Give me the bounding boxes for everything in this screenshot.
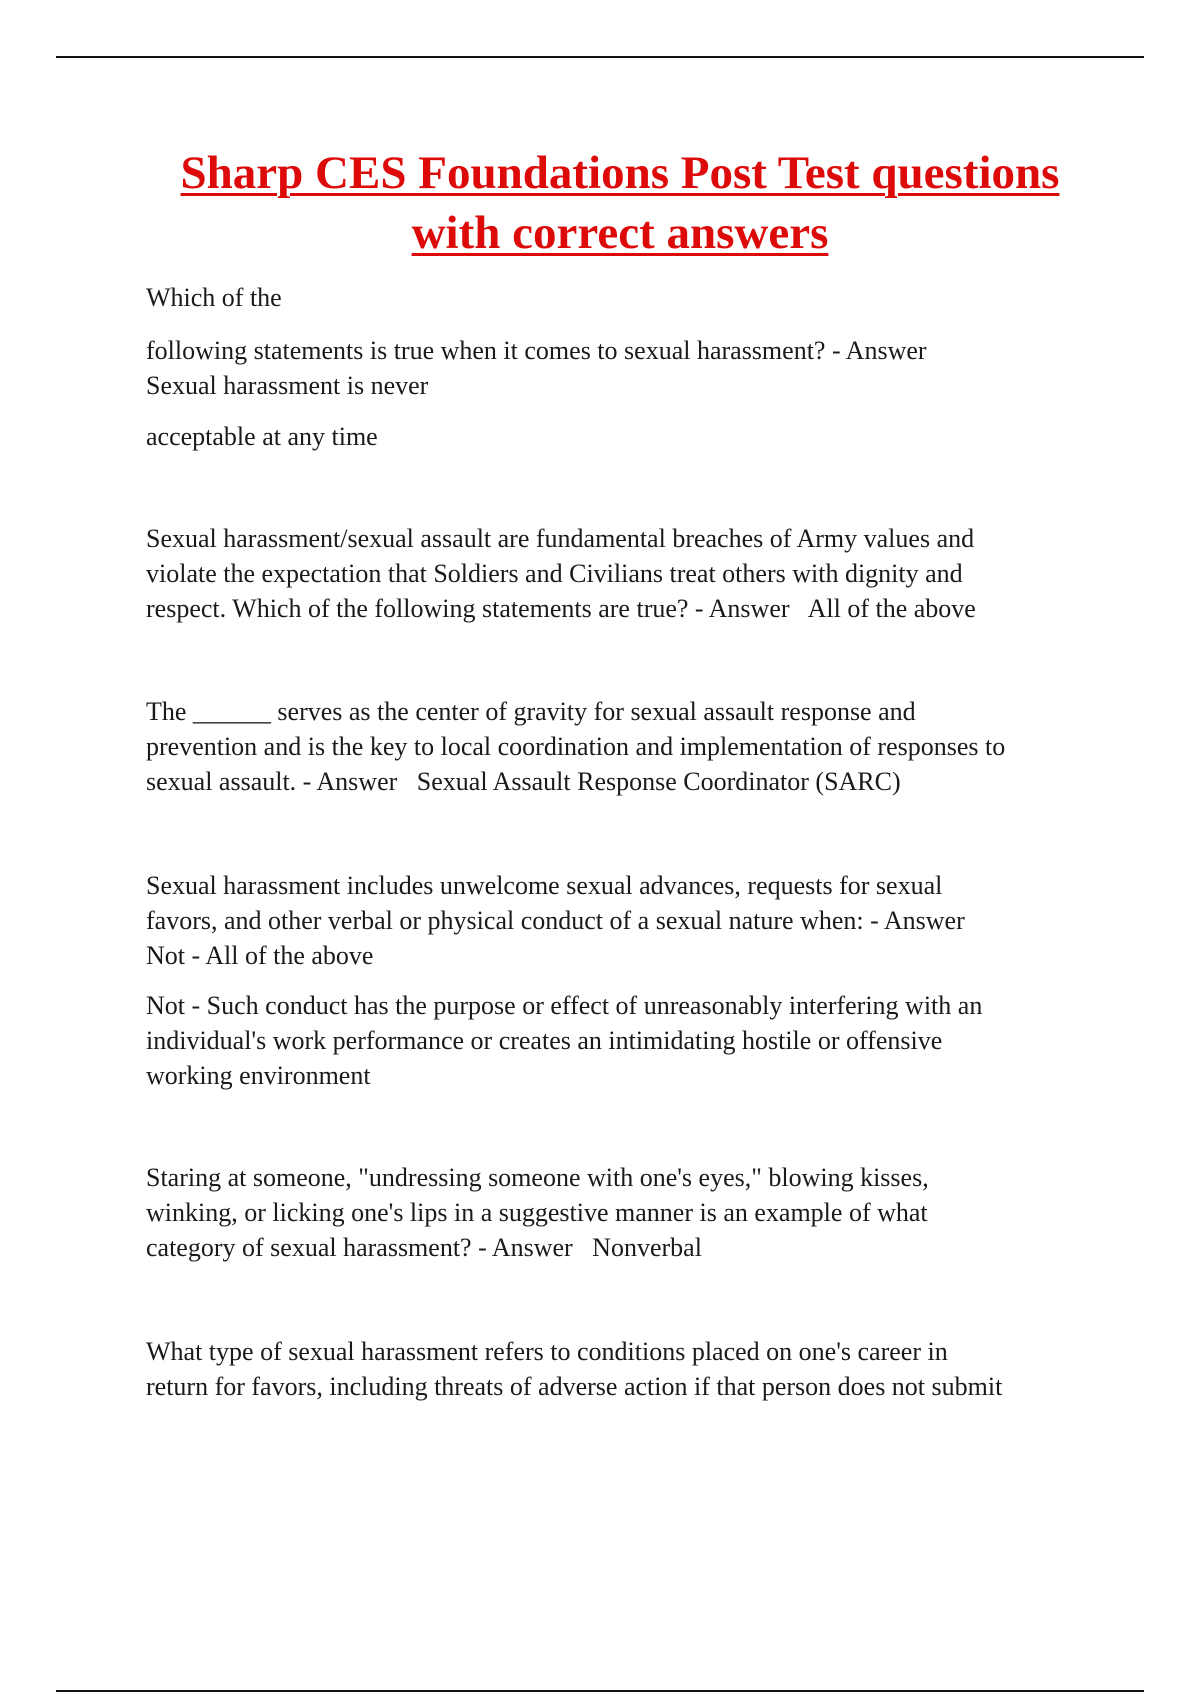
paragraph-question-6: What type of sexual harassment refers to conditions placed on one's career in return for favors, including threats of adverse action if that person does not submit <box>146 1337 1003 1401</box>
footer-rule <box>56 1690 1144 1692</box>
header-rule <box>56 56 1144 58</box>
title-line-1: Sharp CES Foundations Post Test questions <box>180 147 1060 199</box>
title-line-2: with correct answers <box>411 207 829 259</box>
document-title <box>100 143 1140 263</box>
paragraph-question-4-note: Not - Such conduct has the purpose or effect of unreasonably interfering with an individual's work performance or creates an intimidating hostile or offensive working environment <box>146 991 983 1090</box>
paragraph-question-1-start: Which of the <box>146 283 282 312</box>
paragraph-question-1-answer: following statements is true when it comes to sexual harassment? - Answer Sexual harassment is never <box>146 336 927 400</box>
paragraph-question-2: Sexual harassment/sexual assault are fundamental breaches of Army values and violate the expectation that Soldiers and Civilians treat others with dignity and respect. Which of the following statements are true? - Answer All of the above <box>146 524 976 623</box>
paragraph-question-4: Sexual harassment includes unwelcome sexual advances, requests for sexual favors, and other verbal or physical conduct of a sexual nature when: - Answer Not - All of the above <box>146 871 965 970</box>
paragraph-question-3: The ______ serves as the center of gravity for sexual assault response and prevention and is the key to local coordination and implementation of responses to sexual assault. - Answer Sexual Assault Response Coordinator (SARC) <box>146 697 1006 796</box>
paragraph-question-5: Staring at someone, "undressing someone with one's eyes," blowing kisses, winking, or licking one's lips in a suggestive manner is an example of what category of sexual harassment? - Answer Nonverbal <box>146 1163 929 1262</box>
paragraph-question-1-end: acceptable at any time <box>146 422 378 451</box>
